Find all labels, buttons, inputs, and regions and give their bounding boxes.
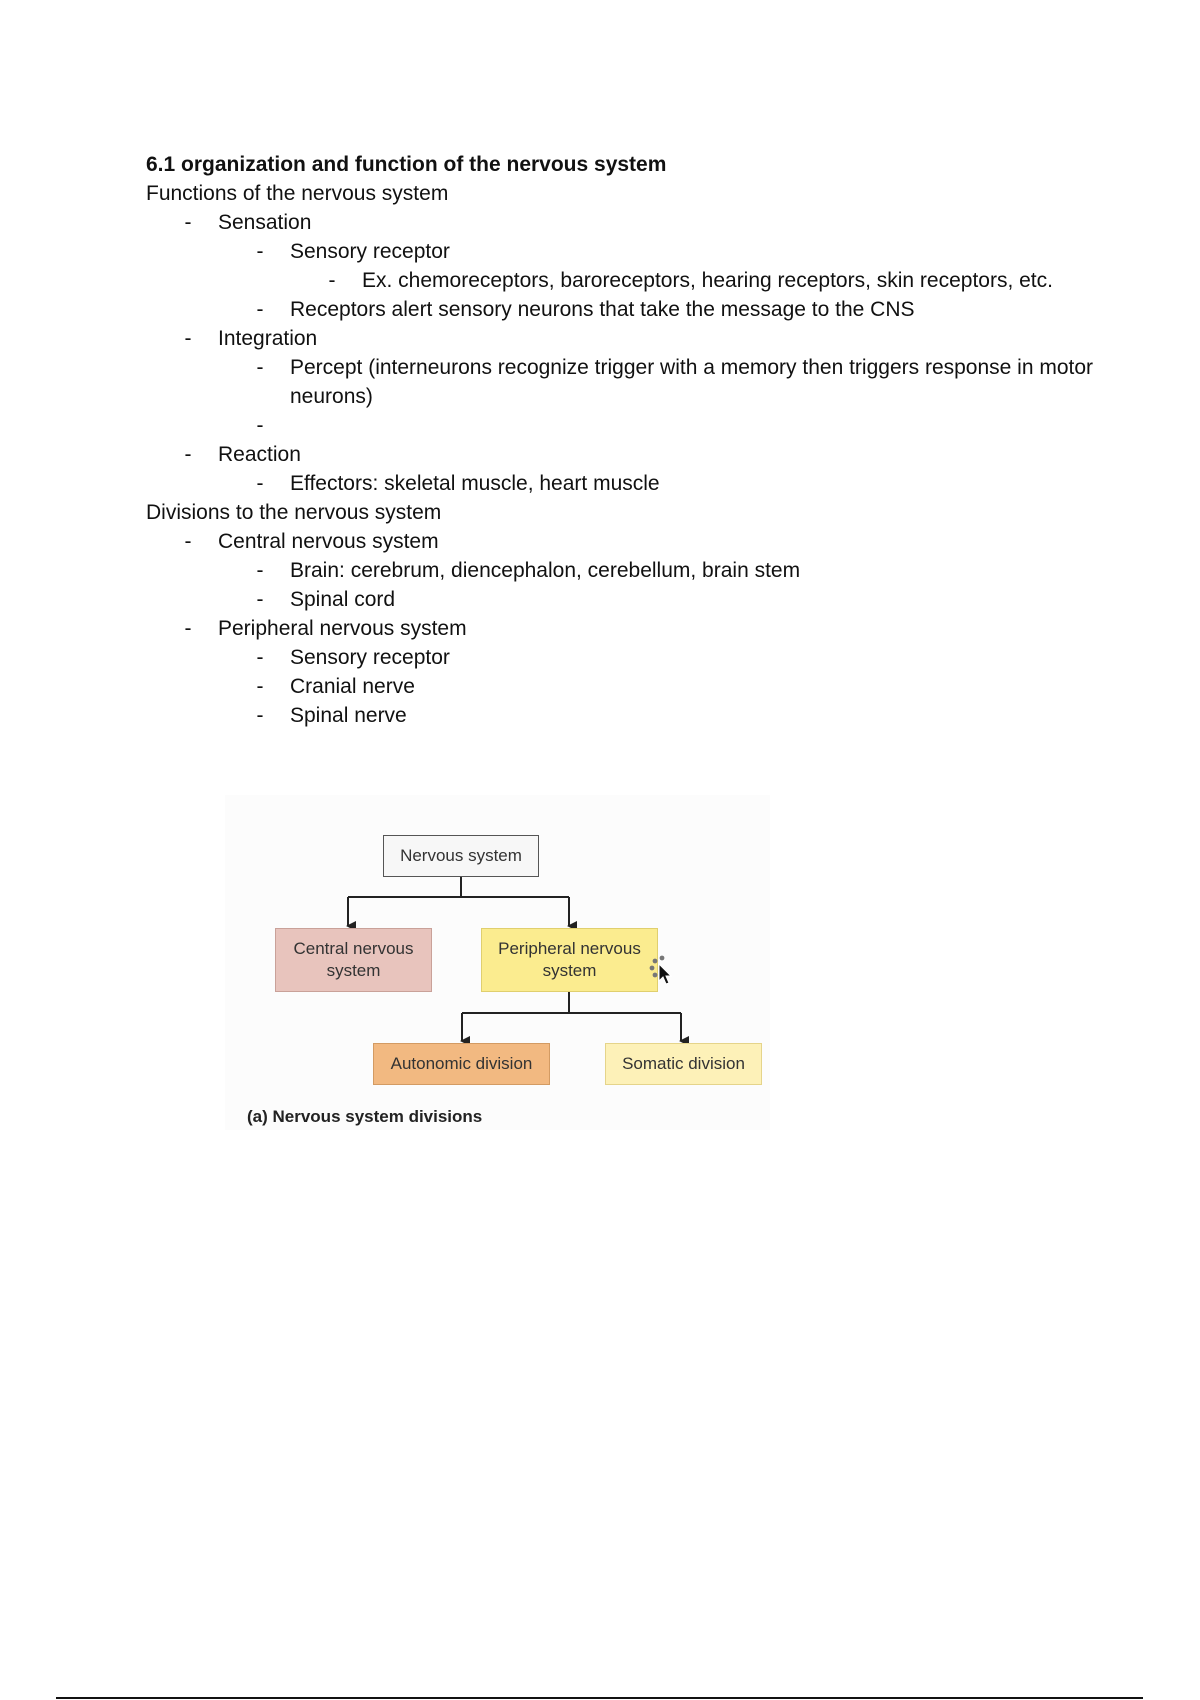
- list-item-label: Integration: [218, 327, 318, 350]
- list-item-spinal-nerve: [146, 701, 1106, 730]
- bullet-dash: -: [184, 617, 192, 640]
- list-item-label: Spinal nerve: [290, 704, 407, 727]
- list-item-label: Sensory receptor: [290, 240, 450, 263]
- node-autonomic-division: [373, 1043, 550, 1085]
- bullet-dash: -: [184, 530, 192, 553]
- bullet-dash: -: [184, 443, 192, 466]
- page-title: 6.1 organization and function of the nervous system: [146, 153, 667, 176]
- list-item-percept: [146, 353, 1106, 411]
- node-somatic-division: [605, 1043, 762, 1085]
- list-item-label: Percept (interneurons recognize trigger with a memory then triggers response in motor neurons): [290, 356, 1094, 408]
- list-item-receptors-alert: [146, 295, 1106, 324]
- bullet-dash: -: [256, 675, 264, 698]
- list-item-label: Reaction: [218, 443, 301, 466]
- list-item-cns: [146, 527, 1106, 556]
- list-item-label: Spinal cord: [290, 588, 396, 611]
- list-item-label: Sensation: [218, 211, 312, 234]
- node-label: Autonomic division: [390, 1054, 533, 1073]
- list-item-label: Receptors alert sensory neurons that take the message to the CNS: [290, 298, 915, 321]
- list-item-empty: [146, 411, 1106, 440]
- node-label-line1: Peripheral nervous: [498, 939, 641, 958]
- bullet-dash: -: [256, 588, 264, 611]
- list-item-pns: [146, 614, 1106, 643]
- bullet-dash: -: [256, 559, 264, 582]
- node-central-nervous-system: [275, 928, 432, 992]
- section-heading-divisions: Divisions to the nervous system: [146, 501, 442, 524]
- bullet-dash: -: [256, 704, 264, 727]
- list-item-reaction: [146, 440, 1106, 469]
- bullet-dash: -: [184, 327, 192, 350]
- list-item-label: Ex. chemoreceptors, baroreceptors, hearing receptors, skin receptors, etc.: [362, 269, 1053, 292]
- list-item-sensory-receptor: [146, 237, 1106, 266]
- bullet-dash: -: [256, 472, 264, 495]
- list-item-label: Central nervous system: [218, 530, 439, 553]
- node-label-line2: system: [542, 961, 597, 980]
- list-item-label: Brain: cerebrum, diencephalon, cerebellum, brain stem: [290, 559, 801, 582]
- bullet-dash: -: [256, 414, 264, 437]
- node-label: Somatic division: [622, 1054, 745, 1073]
- node-peripheral-nervous-system: [481, 928, 658, 992]
- section-heading-functions: Functions of the nervous system: [146, 182, 449, 205]
- nervous-system-diagram: [225, 795, 770, 1130]
- list-item-label: Cranial nerve: [290, 675, 415, 698]
- bullet-dash: -: [256, 356, 264, 379]
- bullet-dash: -: [328, 269, 336, 292]
- list-item-label: Peripheral nervous system: [218, 617, 467, 640]
- list-item-label: Sensory receptor: [290, 646, 450, 669]
- bullet-dash: -: [184, 211, 192, 234]
- node-label: Nervous system: [400, 846, 522, 865]
- document-body: [146, 150, 1106, 730]
- list-item-pns-sensory-receptor: [146, 643, 1106, 672]
- bullet-dash: -: [256, 646, 264, 669]
- figure-caption: (a) Nervous system divisions: [247, 1107, 483, 1126]
- node-label-line2: system: [326, 961, 381, 980]
- list-item-integration: [146, 324, 1106, 353]
- node-nervous-system: [383, 835, 539, 877]
- bullet-dash: -: [256, 240, 264, 263]
- list-item-receptor-examples: [146, 266, 1106, 295]
- list-item-label: Effectors: skeletal muscle, heart muscle: [290, 472, 660, 495]
- loading-cursor-icon: [649, 955, 675, 985]
- list-item-brain: [146, 556, 1106, 585]
- bullet-dash: -: [256, 298, 264, 321]
- page-bottom-divider: [56, 1697, 1143, 1699]
- node-label-line1: Central nervous: [293, 939, 414, 958]
- list-item-sensation: [146, 208, 1106, 237]
- list-item-effectors: [146, 469, 1106, 498]
- list-item-cranial-nerve: [146, 672, 1106, 701]
- list-item-spinal-cord: [146, 585, 1106, 614]
